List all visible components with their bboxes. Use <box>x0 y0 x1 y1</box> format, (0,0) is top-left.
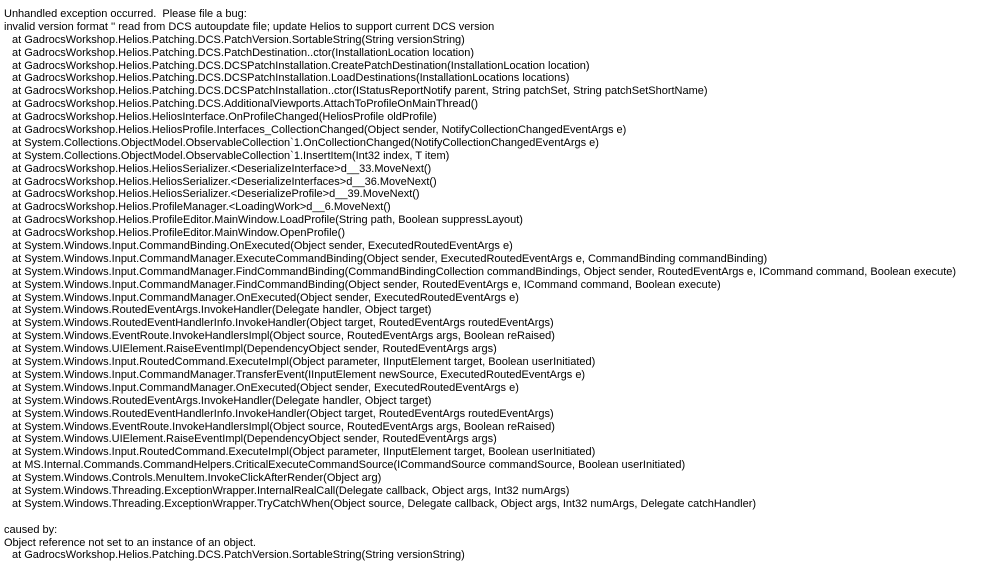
stack-frame: at GadrocsWorkshop.Helios.ProfileManager.<LoadingWork>d__6.MoveNext() <box>12 201 391 214</box>
stack-frame: at System.Windows.EventRoute.InvokeHandlersImpl(Object source, RoutedEventArgs args, Boolean reRaised) <box>12 330 555 343</box>
stack-frame: at System.Windows.RoutedEventHandlerInfo.InvokeHandler(Object target, RoutedEventArgs routedEventArgs) <box>12 407 554 420</box>
stack-frame: at System.Windows.RoutedEventArgs.InvokeHandler(Delegate handler, Object target) <box>12 394 432 407</box>
stack-frame: at GadrocsWorkshop.Helios.ProfileEditor.MainWindow.OpenProfile() <box>12 227 345 240</box>
stack-frame: at GadrocsWorkshop.Helios.Patching.DCS.DCSPatchInstallation.CreatePatchDestination(InstallationLocation location) <box>12 59 590 72</box>
caused-by-label: caused by: <box>4 523 58 536</box>
stack-frame: at GadrocsWorkshop.Helios.Patching.DCS.DCSPatchInstallation..ctor(IStatusReportNotify parent, String patchSet, String patchSetShortName) <box>12 85 708 98</box>
stack-frame: at System.Windows.Threading.ExceptionWrapper.TryCatchWhen(Object source, Delegate callback, Object args, Int32 numArgs, Delegate catchHandler) <box>12 497 757 510</box>
stack-frame: at GadrocsWorkshop.Helios.HeliosProfile.Interfaces_CollectionChanged(Object sender, NotifyCollectionChangedEventArgs e) <box>12 124 627 137</box>
stack-frame: at System.Windows.Input.RoutedCommand.ExecuteImpl(Object parameter, IInputElement target, Boolean userInitiated) <box>12 446 596 459</box>
stack-frame: at GadrocsWorkshop.Helios.HeliosSerializer.<DeserializeInterfaces>d__36.MoveNext() <box>12 175 437 188</box>
stack-frame: at System.Windows.EventRoute.InvokeHandlersImpl(Object source, RoutedEventArgs args, Boolean reRaised) <box>12 420 555 433</box>
stack-frame: at System.Windows.Input.CommandManager.OnExecuted(Object sender, ExecutedRoutedEventArgs e) <box>12 381 519 394</box>
stack-frame: at System.Windows.RoutedEventArgs.InvokeHandler(Delegate handler, Object target) <box>12 304 432 317</box>
stack-frame: at System.Windows.Input.CommandManager.FindCommandBinding(Object sender, RoutedEventArgs e, ICommand command, Boolean execute) <box>12 278 721 291</box>
stack-frame: at System.Windows.Input.CommandManager.FindCommandBinding(CommandBindingCollection commandBindings, Object sender, RoutedEventArgs e, ICommand command, Boolean execute) <box>12 265 957 278</box>
stack-frame: at GadrocsWorkshop.Helios.HeliosSerializer.<DeserializeInterface>d__33.MoveNext() <box>12 162 432 175</box>
stack-frame: at MS.Internal.Commands.CommandHelpers.CriticalExecuteCommandSource(ICommandSource commandSource, Boolean userInitiated) <box>12 459 686 472</box>
stack-frame: at GadrocsWorkshop.Helios.Patching.DCS.PatchDestination..ctor(InstallationLocation location) <box>12 46 475 59</box>
exception-header: Unhandled exception occurred. Please file a bug: <box>4 8 247 20</box>
stack-frame: at System.Windows.Controls.MenuItem.InvokeClickAfterRender(Object arg) <box>12 472 382 485</box>
stack-frame: at GadrocsWorkshop.Helios.HeliosInterface.OnProfileChanged(HeliosProfile oldProfile) <box>12 111 437 124</box>
caused-by-message: Object reference not set to an instance of an object. <box>4 536 256 549</box>
stack-frame: at GadrocsWorkshop.Helios.Patching.DCS.AdditionalViewports.AttachToProfileOnMainThread() <box>12 98 479 111</box>
stack-frame: at GadrocsWorkshop.Helios.Patching.DCS.PatchVersion.SortableString(String versionString) <box>12 549 465 562</box>
stack-frame: at System.Collections.ObjectModel.ObservableCollection`1.InsertItem(Int32 index, T item) <box>12 149 450 162</box>
stack-frame: at System.Collections.ObjectModel.ObservableCollection`1.OnCollectionChanged(NotifyCollectionChangedEventArgs e) <box>12 136 599 149</box>
exception-message: invalid version format '' read from DCS autoupdate file; update Helios to support current DCS version <box>4 20 495 33</box>
stack-frame: at System.Windows.Threading.ExceptionWrapper.InternalRealCall(Delegate callback, Object args, Int32 numArgs) <box>12 484 570 497</box>
caused-by-stack-trace <box>4 549 1005 562</box>
stack-frame: at System.Windows.Input.CommandBinding.OnExecuted(Object sender, ExecutedRoutedEventArgs e) <box>12 240 513 253</box>
stack-frame: at GadrocsWorkshop.Helios.Patching.DCS.PatchVersion.SortableString(String versionString) <box>12 33 465 46</box>
stack-frame: at System.Windows.Input.RoutedCommand.ExecuteImpl(Object parameter, IInputElement target, Boolean userInitiated) <box>12 356 596 369</box>
stack-frame: at System.Windows.Input.CommandManager.OnExecuted(Object sender, ExecutedRoutedEventArgs e) <box>12 291 519 304</box>
stack-frame: at System.Windows.RoutedEventHandlerInfo.InvokeHandler(Object target, RoutedEventArgs routedEventArgs) <box>12 317 554 330</box>
stack-frame: at GadrocsWorkshop.Helios.Patching.DCS.DCSPatchInstallation.LoadDestinations(InstallationLocations locations) <box>12 72 570 85</box>
stack-trace <box>4 34 1005 511</box>
blank-line <box>4 511 1005 524</box>
stack-frame: at System.Windows.UIElement.RaiseEventImpl(DependencyObject sender, RoutedEventArgs args) <box>12 433 497 446</box>
stack-frame: at System.Windows.UIElement.RaiseEventImpl(DependencyObject sender, RoutedEventArgs args) <box>12 343 497 356</box>
stack-frame: at System.Windows.Input.CommandManager.TransferEvent(IInputElement newSource, ExecutedRoutedEventArgs e) <box>12 368 586 381</box>
stack-frame: at System.Windows.Input.CommandManager.ExecuteCommandBinding(Object sender, ExecutedRoutedEventArgs e, CommandBinding commandBinding) <box>12 252 768 265</box>
stack-frame: at GadrocsWorkshop.Helios.ProfileEditor.MainWindow.LoadProfile(String path, Boolean suppressLayout) <box>12 214 523 227</box>
stack-frame: at GadrocsWorkshop.Helios.HeliosSerializer.<DeserializeProfile>d__39.MoveNext() <box>12 188 420 201</box>
